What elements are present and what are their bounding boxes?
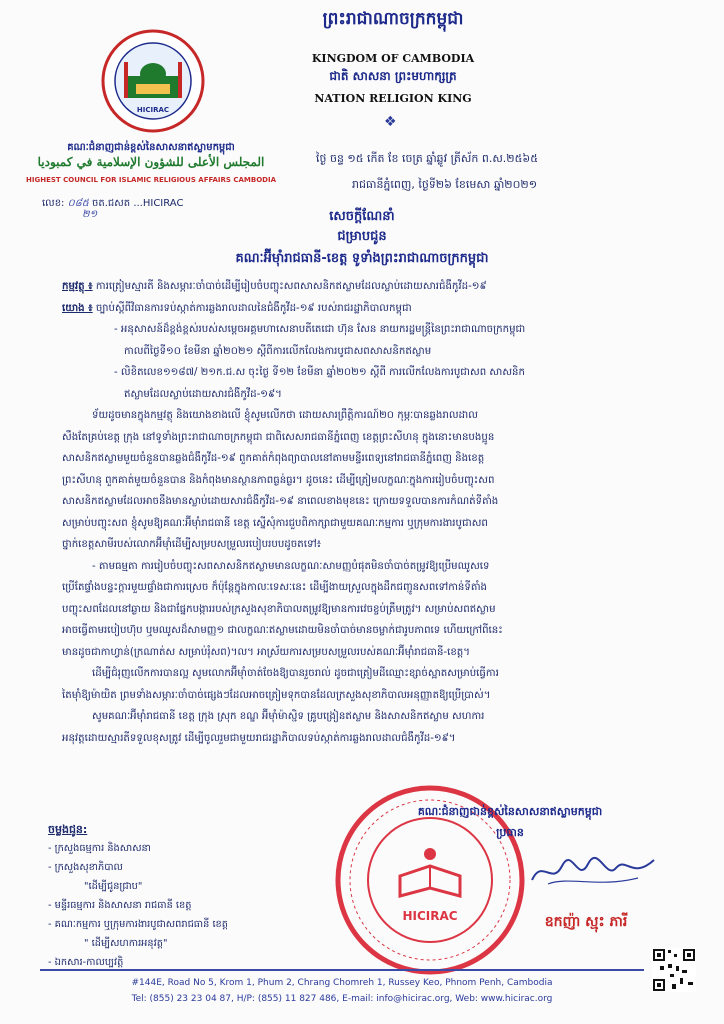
qr-code	[652, 948, 696, 992]
ref-suffix: ចត.ជសត ...HICIRAC	[92, 198, 184, 209]
paragraph-4-line-1: សូមគណៈអ៊ីមុាំរាជធានី ខេត្ត ក្រុង ស្រុក ខណ្ឌ អ៊ីមុាំម៉ាស្ជិទ គ្រូបង្រៀនឥស្លាម និងសាសនិកឥស្លាម សហការ	[92, 711, 485, 722]
solar-date: រាជធានីភ្នំពេញ, ថ្ងៃទី២៦ ខែមេសា ឆ្នាំ២០២១	[352, 178, 538, 191]
footer-address: #144E, Road No 5, Krom 1, Phum 2, Chrang Chomreh 1, Russey Keo, Phnom Penh, Cambodia	[131, 978, 553, 988]
subject-text: ការត្រៀមស្មារតី និងសម្ភារៈចាំបាច់ដើម្បីរៀបចំបញ្ចុះសពសាសនិកឥស្លាមដែលស្លាប់ដោយសារជំងឺកូវីដ-១៩	[95, 281, 487, 292]
paragraph-1-line-1: ទ័យដូចមានក្នុងកម្មវត្ថុ និងយោងខាងលើ ខ្ញុំសូមលើកថា ដោយសារព្រឹត្តិការណ៍២០ កុម្ភៈបានឆ្លងរាលដាល	[92, 410, 478, 421]
copy-to-item: "ដើម្បីជូនជ្រាប"	[84, 881, 143, 892]
document-addressee: គណៈអ៊ីមុាំរាជធានី-ខេត្ត ទូទាំងព្រះរាជាណាចក្រកម្ពុជា	[235, 251, 489, 266]
copy-to-item: - គណៈកម្មការ ឬក្រុមការងារបូជាសពរាជធានី ខេត្ត	[48, 919, 228, 930]
copy-to-list	[48, 820, 328, 972]
reference-3a: - លិខិតលេខ១១៨៧/ ២១ក.ជ.ស ចុះថ្ងៃ ទី១២ ខែមីនា ឆ្នាំ២០២១ ស្តីពី ការលើកលែងការបូជាសព សាសនិក	[114, 367, 525, 378]
paragraph-1-line-5: សាសនិកឥស្លាមដែលអាចនឹងមានស្លាប់ដោយសារជំងឺកូវីដ-១៩ នាពេលខាងមុខនេះ ក្រោយទទួលបានការកំណត់ទីតាំង	[62, 496, 499, 507]
letter-body	[62, 276, 668, 749]
copy-to-item: - ឯកសារ-កាលប្បវត្តិ	[48, 957, 124, 968]
paragraph-3-line-2: តៃម៉ាំឱ្យម៉ាយិត ព្រមទាំងសម្ភារៈចាំបាច់ផ្សេងៗដែលអាចត្រៀមទុកបានដែលក្រសួងសុខាភិបាលអនុញ្ញាតឱ្យប្រើប្រាស់។	[62, 689, 491, 701]
reference-line	[62, 298, 668, 320]
lunar-date: ថ្ងៃ ចន្ទ ១៥ កើត ខែ ចេត្រ ឆ្នាំឆ្លូវ ត្រីស័ក ព.ស.២៥៦៥	[316, 152, 538, 165]
paragraph-1-line-7: ថ្នាក់ខេត្តសាមីរបស់លោកអ៊ីមុាំដើម្បីសម្របសម្រួលរបៀបរបបដូចតទៅ៖	[62, 539, 322, 550]
reference-label: យោង ៖	[62, 302, 93, 314]
motto-english: NATION RELIGION KING	[314, 92, 472, 105]
motto-khmer: ជាតិ សាសនា ព្រះមហាក្សត្រ	[329, 69, 457, 83]
kingdom-title-english: KINGDOM OF CAMBODIA	[311, 52, 475, 65]
paragraph-1-line-2: សឹងតែគ្រប់ខេត្ត ក្រុង នៅទូទាំងព្រះរាជាណាចក្រកម្ពុជា ជាពិសេសរាជធានីភ្នំពេញ ខេត្តព្រះសីហនុ ក្នុងនោះមានបងប្អូន	[62, 431, 495, 443]
copy-to-heading: ចម្លងជូន:	[48, 823, 88, 836]
paragraph-2-line-3: បញ្ចុះសពដែលនៅឆ្ងាយ និងជាផ្នែកបង្ការរបស់ក្រសួងសុខាភិបាលតម្រូវឱ្យមានការវេចខ្ចប់ត្រឹមត្រូវ។ សម្រាប់សពឥស្លាម	[62, 603, 496, 615]
svg-text:HICIRAC: HICIRAC	[402, 909, 458, 923]
copy-to-item: - មន្ទីរធម្មការ និងសាសនា រាជធានី ខេត្ត	[48, 900, 192, 911]
kingdom-title-khmer: ព្រះរាជាណាចក្រកម្ពុជា	[322, 9, 464, 29]
copy-to-item: - ក្រសួងធម្មការ និងសាសនា	[48, 843, 151, 854]
reference-1: ច្បាប់ស្តីពីវិធានការទប់ស្កាត់ការឆ្លងរាលដាលនៃជំងឺកូវីដ-១៩ របស់រាជរដ្ឋាភិបាលកម្ពុជា	[95, 302, 412, 314]
org-name-arabic: المجلس الأعلى للشؤون الإسلامية في كمبوديا	[37, 155, 265, 169]
org-name-english: HIGHEST COUNCIL FOR ISLAMIC RELIGIOUS AFFAIRS CAMBODIA	[26, 176, 277, 184]
paragraph-2-line-1: - តាមធម្មតា ការរៀបចំបញ្ចុះសពសាសនិកឥស្លាមមានលក្ខណៈសាមញ្ញបំផុតមិនចាំបាច់តម្រូវឱ្យប្រើមឈូសទេ	[92, 560, 490, 572]
council-logo	[78, 26, 228, 136]
footer-divider	[40, 969, 644, 971]
copy-to-item: - ក្រសួងសុខាភិបាល	[48, 862, 123, 873]
org-name-khmer: គណៈជំនាញជាន់ខ្ពស់នៃសាសនាឥស្លាមកម្ពុជា	[67, 142, 235, 153]
closing-title: គណៈជំនាញជាន់ខ្ពស់នៃសាសនាឥស្លាមកម្ពុជា	[417, 805, 603, 818]
footer-contact: Tel: (855) 23 23 04 87, H/P: (855) 11 827 486, E-mail: info@hicirac.org, Web: www.hicirac.org	[131, 994, 553, 1004]
svg-text:HICIRAC: HICIRAC	[136, 106, 170, 114]
subject-line	[62, 276, 668, 298]
reference-2a: - អនុសាសន៍ដ៏ខ្ពង់ខ្ពស់របស់សម្តេចអគ្គមហាសេនាបតីតេជោ ហ៊ុន សែន នាយករដ្ឋមន្រ្តីនៃព្រះរាជាណាចក្រកម្ពុជា	[114, 324, 526, 335]
signature	[528, 850, 658, 892]
reference-3b: ឥស្លាមដែលស្លាប់ដោយសារជំងឺកូវីដ-១៩។	[124, 388, 282, 400]
paragraph-4-line-2: អនុវត្តដោយស្មារតីទទួលខុសត្រូវ ដើម្បីចូលរួមជាមួយរាជរដ្ឋាភិបាលទប់ស្កាត់ការឆ្លងរាលដាលជំងឺកូវីដ-១៩។	[62, 732, 456, 744]
ornament-icon: ❖	[384, 114, 397, 130]
document-addressee-label: ជម្រាបជូន	[337, 229, 387, 244]
signer-name: ឧកញ៉ា ស្មុះ ភារី	[544, 914, 628, 930]
ref-number: ០៨៥	[67, 198, 89, 209]
paragraph-2-line-2: ប្រើតែផ្ទាំងបន្ទះក្តារមួយផ្ទាំងជាការស្រេច ក៏ប៉ុន្តែក្នុងកាលៈទេសៈនេះ ដើម្បីងាយស្រួលក្នុងដឹកជញ្ជូនសពទៅកាន់ទីតាំង	[62, 582, 488, 593]
copy-to-item: " ដើម្បីសហការអនុវត្ត"	[84, 938, 168, 949]
closing-position: ប្រធាន	[496, 826, 524, 839]
ref-prefix: លេខ:	[42, 198, 65, 209]
reference-2b: កាលពីថ្ងៃទី១០ ខែមីនា ឆ្នាំ២០២១ ស្តីពីការលើកលែងការបូជាសពសាសនិកឥស្លាម	[124, 345, 432, 357]
paragraph-2-line-4: អាចធ្វើតាមរបៀបហ៊ុប ឬមឈូសដ៏សាមញ្ញ១ ជាលក្ខណៈឥស្លាមដោយមិនចាំបាច់មានចម្លាក់ជារូបភាពទេ ហើយក្រៅពីនេះ	[62, 625, 503, 636]
document-title: សេចក្តីណែនាំ	[329, 209, 395, 224]
paragraph-1-line-3: សាសនិកឥស្លាមមួយចំនួនបានឆ្លងជំងឺកូវីដ-១៩ ពួកគាត់កំពុងព្យាបាលនៅតាមមន្ទីរពេទ្យនៅរាជធានីភ្នំពេញ និងខេត្ត	[62, 453, 485, 464]
paragraph-1-line-6: សម្រាប់បញ្ចុះសព ខ្ញុំសូមឱ្យគណៈអ៊ីមុាំរាជធានី ខេត្ត ស្នើសុំការជួបពិភាក្សាជាមួយគណៈកម្មការ ឬក្រុមការងារបូជាសព	[62, 517, 488, 529]
paragraph-2-line-5: មានដូចជាកាហ្វាន់(ក្រណាត់ស សម្រាប់រុំសព)។ល។ អាស្រ័យការសម្របសម្រួលរបស់គណៈអ៊ីមុាំរាជធានី-ខេត្ត។	[62, 646, 470, 658]
subject-label: កម្មវត្ថុ ៖	[62, 281, 93, 292]
paragraph-1-line-4: ព្រះសីហនុ ពួកគាត់មួយចំនួនបាន និងកំពុងមានស្ថានភាពធ្ងន់ធ្ងរ។ ដូចនេះ ដើម្បីត្រៀមលក្ខណៈក្នុងការរៀបចំបញ្ចុះសព	[62, 474, 495, 486]
paragraph-3-line-1: ដើម្បីជំរុញលើកការបានល្អ សូមលោកអ៊ីមុាំចាត់ចែងឱ្យបានរួចរាល់ ដូចជាត្រៀមដីឈ្មោះខ្សាច់ស្អាតសម្រាប់ធ្វើការ	[92, 668, 499, 679]
ref-year: ២១	[82, 209, 98, 220]
